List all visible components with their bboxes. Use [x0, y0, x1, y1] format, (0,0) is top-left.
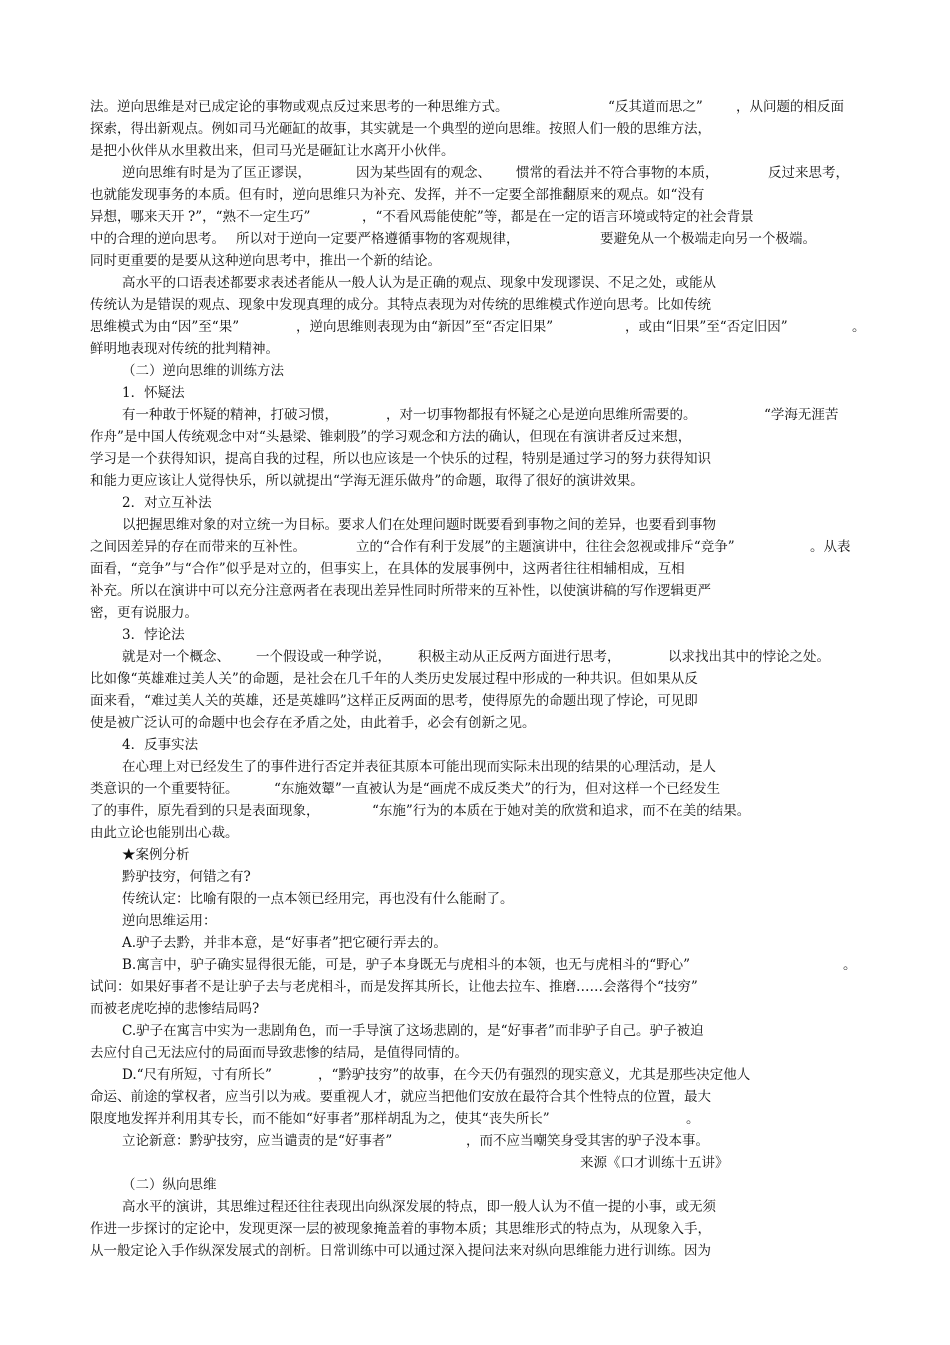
- text-segment: 立的“合作有利于发展”的主题演讲中，往往会忽视或排斥“竞争”: [356, 539, 735, 555]
- text-line: [0, 888, 950, 910]
- text-line: [0, 294, 950, 316]
- text-segment: 3．悖论法: [122, 627, 185, 643]
- text-segment: “学海无涯苦: [764, 407, 839, 423]
- text-line: [0, 448, 950, 470]
- text-line: [0, 712, 950, 734]
- text-segment: 比如像“英雄难过美人关”的命题，是社会在几千年的人类历史发展过程中形成的一种共识。但如果从反: [90, 671, 698, 687]
- text-line: [0, 1174, 950, 1196]
- text-segment: 是把小伙伴从水里救出来，但司马光是砸缸让水离开小伙伴。: [90, 143, 455, 159]
- text-segment: 。: [843, 957, 857, 973]
- text-segment: 惯常的看法并不符合事物的本质，: [516, 165, 719, 181]
- text-line: [0, 228, 950, 250]
- text-line: [0, 360, 950, 382]
- text-segment: ，而不应当嘲笑身受其害的驴子没本事。: [466, 1133, 709, 1149]
- text-segment: 面看，“竞争”与“合作”似乎是对立的，但事实上，在具体的发展事例中，这两者往往相辅相成，互相: [90, 561, 685, 577]
- text-segment: 思维模式为由“因”至“果”: [90, 319, 240, 335]
- text-line: [0, 470, 950, 492]
- text-line: [0, 646, 950, 668]
- text-line: [0, 1152, 950, 1174]
- text-segment: 使是被广泛认可的命题中也会存在矛盾之处，由此着手，必会有创新之见。: [90, 715, 536, 731]
- text-line: [0, 140, 950, 162]
- text-segment: 传统认定：比喻有限的一点本领已经用完，再也没有什么能耐了。: [122, 891, 514, 907]
- text-line: [0, 954, 950, 976]
- text-line: [0, 756, 950, 778]
- text-line: [0, 162, 950, 184]
- text-line: [0, 1196, 950, 1218]
- text-segment: “反其道而思之”: [608, 99, 703, 115]
- text-segment: 因为某些固有的观念、: [356, 165, 491, 181]
- text-line: [0, 998, 950, 1020]
- text-line: [0, 514, 950, 536]
- text-line: [0, 404, 950, 426]
- text-line: [0, 316, 950, 338]
- text-segment: 探索，得出新观点。例如司马光砸缸的故事，其实就是一个典型的逆向思维。按照人们一般的思维方法，: [90, 121, 711, 137]
- text-segment: C.驴子在寓言中实为一悲剧角色，而一手导演了这场悲剧的，是“好事者”而非驴子自己。驴子被迫: [122, 1023, 704, 1039]
- text-segment: 补充。所以在演讲中可以充分注意两者在表现出差异性同时所带来的互补性，以使演讲稿的写作逻辑更严: [90, 583, 711, 599]
- text-line: [0, 272, 950, 294]
- text-line: [0, 1240, 950, 1262]
- text-segment: （二）纵向思维: [122, 1177, 217, 1193]
- text-line: [0, 1020, 950, 1042]
- text-segment: 来源《口才训练十五讲》: [580, 1155, 729, 1171]
- text-line: [0, 866, 950, 888]
- text-line: [0, 624, 950, 646]
- text-segment: 4．反事实法: [122, 737, 199, 753]
- text-segment: 命运、前途的掌权者，应当引以为戒。要重视人才，就应当把他们安放在最符合其个性特点的位置，最大: [90, 1089, 711, 1105]
- text-line: [0, 1064, 950, 1086]
- text-segment: 之间因差异的存在而带来的互补性。: [90, 539, 306, 555]
- text-segment: 传统认为是错误的观点、现象中发现真理的成分。其特点表现为对传统的思维模式作逆向思考。比如传统: [90, 297, 711, 313]
- text-segment: 作进一步探讨的定论中，发现更深一层的被现象掩盖着的事物本质；其思维形式的特点为，从现象入手，: [90, 1221, 711, 1237]
- text-line: [0, 668, 950, 690]
- text-segment: 逆向思维有时是为了匡正谬误，: [122, 165, 311, 181]
- text-segment: 积极主动从正反两方面进行思考，: [418, 649, 621, 665]
- text-segment: 鲜明地表现对传统的批判精神。: [90, 341, 279, 357]
- text-line: [0, 844, 950, 866]
- text-segment: 面来看，“难过美人关的英雄，还是英雄吗”这样正反两面的思考，使得原先的命题出现了悖论，可见即: [90, 693, 698, 709]
- text-segment: ，逆向思维则表现为由“新因”至“否定旧果”: [296, 319, 554, 335]
- text-segment: 一个假设或一种学说，: [256, 649, 391, 665]
- text-segment: “东施效颦”一直被认为是“画虎不成反类犬”的行为，但对这样一个已经发生: [274, 781, 721, 797]
- text-segment: “东施”行为的本质在于她对美的欣赏和追求，而不在美的结果。: [372, 803, 751, 819]
- text-segment: 学习是一个获得知识，提高自我的过程，所以也应该是一个快乐的过程，特别是通过学习的努力获得知识: [90, 451, 711, 467]
- text-segment: 由此立论也能别出心裁。: [90, 825, 239, 841]
- text-segment: 从一般定论入手作纵深发展式的剖析。日常训练中可以通过深入提问法来对纵向思维能力进行训练。因为: [90, 1243, 711, 1259]
- text-line: [0, 1218, 950, 1240]
- text-line: [0, 426, 950, 448]
- text-segment: 法。逆向思维是对已成定论的事物或观点反过来思考的一种思维方式。: [90, 99, 509, 115]
- text-segment: 有一种敢于怀疑的精神，打破习惯，: [122, 407, 338, 423]
- text-line: [0, 976, 950, 998]
- text-segment: B.寓言中，驴子确实显得很无能，可是，驴子本身既无与虎相斗的本领，也无与虎相斗的“野心”: [122, 957, 691, 973]
- text-segment: 以把握思维对象的对立统一为目标。要求人们在处理问题时既要看到事物之间的差异，也要看到事物: [122, 517, 716, 533]
- text-line: [0, 382, 950, 404]
- text-segment: 试问：如果好事者不是让驴子去与老虎相斗，而是发挥其所长，让他去拉车、推磨……会落得个“技穷”: [90, 979, 698, 995]
- text-line: [0, 690, 950, 712]
- text-segment: 中的合理的逆向思考。: [90, 231, 225, 247]
- text-line: [0, 96, 950, 118]
- text-segment: ★案例分析: [122, 847, 190, 863]
- text-segment: 高水平的口语表述都要求表述者能从一般人认为是正确的观点、现象中发现谬误、不足之处，或能从: [122, 275, 716, 291]
- text-segment: 了的事件，原先看到的只是表面现象，: [90, 803, 320, 819]
- text-line: [0, 184, 950, 206]
- text-segment: 。从表: [810, 539, 851, 555]
- text-segment: 和能力更应该让人觉得快乐，所以就提出“学海无涯乐做舟”的命题，取得了很好的演讲效果。: [90, 473, 644, 489]
- text-segment: 作舟”是中国人传统观念中对“头悬梁、锥刺股”的学习观念和方法的确认，但现在有演讲者反过来想，: [90, 429, 692, 445]
- text-segment: 就是对一个概念、: [122, 649, 230, 665]
- text-segment: ，或由“旧果”至“否定旧因”: [625, 319, 788, 335]
- text-segment: 黔驴技穷，何错之有?: [122, 869, 251, 885]
- text-segment: 1．怀疑法: [122, 385, 185, 401]
- text-segment: 也就能发现事务的本质。但有时，逆向思维只为补充、发挥，并不一定要全部推翻原来的观点。如“没有: [90, 187, 705, 203]
- text-segment: 逆向思维运用：: [122, 913, 217, 929]
- text-segment: 同时更重要的是要从这种逆向思考中，推出一个新的结论。: [90, 253, 441, 269]
- text-line: [0, 1130, 950, 1152]
- text-line: [0, 1086, 950, 1108]
- text-segment: 。: [686, 1111, 700, 1127]
- text-segment: 异想，哪来天开: [90, 209, 185, 225]
- text-line: [0, 580, 950, 602]
- text-line: [0, 800, 950, 822]
- text-segment: 以求找出其中的悖论之处。: [668, 649, 830, 665]
- text-segment: ，“黔驴技穷”的故事，在今天仍有强烈的现实意义，尤其是那些决定他人: [318, 1067, 751, 1083]
- text-line: [0, 492, 950, 514]
- text-line: [0, 1108, 950, 1130]
- text-line: [0, 536, 950, 558]
- text-line: [0, 822, 950, 844]
- text-line: [0, 1042, 950, 1064]
- text-line: [0, 602, 950, 624]
- text-segment: D.“尺有所短，寸有所长”: [122, 1067, 272, 1083]
- text-segment: 。: [852, 319, 866, 335]
- text-segment: 反过来思考，: [768, 165, 849, 181]
- text-line: [0, 338, 950, 360]
- text-segment: 去应付自己无法应付的局面而导致悲惨的结局，是值得同情的。: [90, 1045, 468, 1061]
- text-line: [0, 206, 950, 228]
- text-segment: ，“不看风焉能使舵”等，都是在一定的语言环境或特定的社会背景: [362, 209, 754, 225]
- text-line: [0, 932, 950, 954]
- text-segment: 类意识的一个重要特征。: [90, 781, 239, 797]
- text-segment: 立论新意：黔驴技穷，应当谴责的是“好事者”: [122, 1133, 393, 1149]
- text-segment: ，从问题的相反面: [736, 99, 844, 115]
- text-segment: 在心理上对已经发生了的事件进行否定并表征其原本可能出现而实际未出现的结果的心理活动，是人: [122, 759, 716, 775]
- text-segment: 2．对立互补法: [122, 495, 212, 511]
- text-line: [0, 118, 950, 140]
- text-segment: 要避免从一个极端走向另一个极端。: [600, 231, 816, 247]
- text-segment: 高水平的演讲，其思维过程还往往表现出向纵深发展的特点，即一般人认为不值一提的小事，或无须: [122, 1199, 716, 1215]
- text-segment: （二）逆向思维的训练方法: [122, 363, 284, 379]
- text-line: [0, 910, 950, 932]
- text-line: [0, 778, 950, 800]
- text-segment: A.驴子去黔，并非本意，是“好事者”把它硬行弄去的。: [122, 935, 447, 951]
- text-line: [0, 558, 950, 580]
- text-segment: 密，更有说服力。: [90, 605, 198, 621]
- text-segment: 限度地发挥并利用其专长，而不能如“好事者”那样胡乱为之，使其“丧失所长”: [90, 1111, 550, 1127]
- text-line: [0, 250, 950, 272]
- text-line: [0, 734, 950, 756]
- text-segment: 而被老虎吃掉的悲惨结局吗?: [90, 1001, 260, 1017]
- text-segment: 所以对于逆向一定要严格遵循事物的客观规律，: [236, 231, 520, 247]
- text-segment: ?”，“熟不一定生巧”: [188, 209, 311, 225]
- text-segment: ，对一切事物都报有怀疑之心是逆向思维所需要的。: [386, 407, 697, 423]
